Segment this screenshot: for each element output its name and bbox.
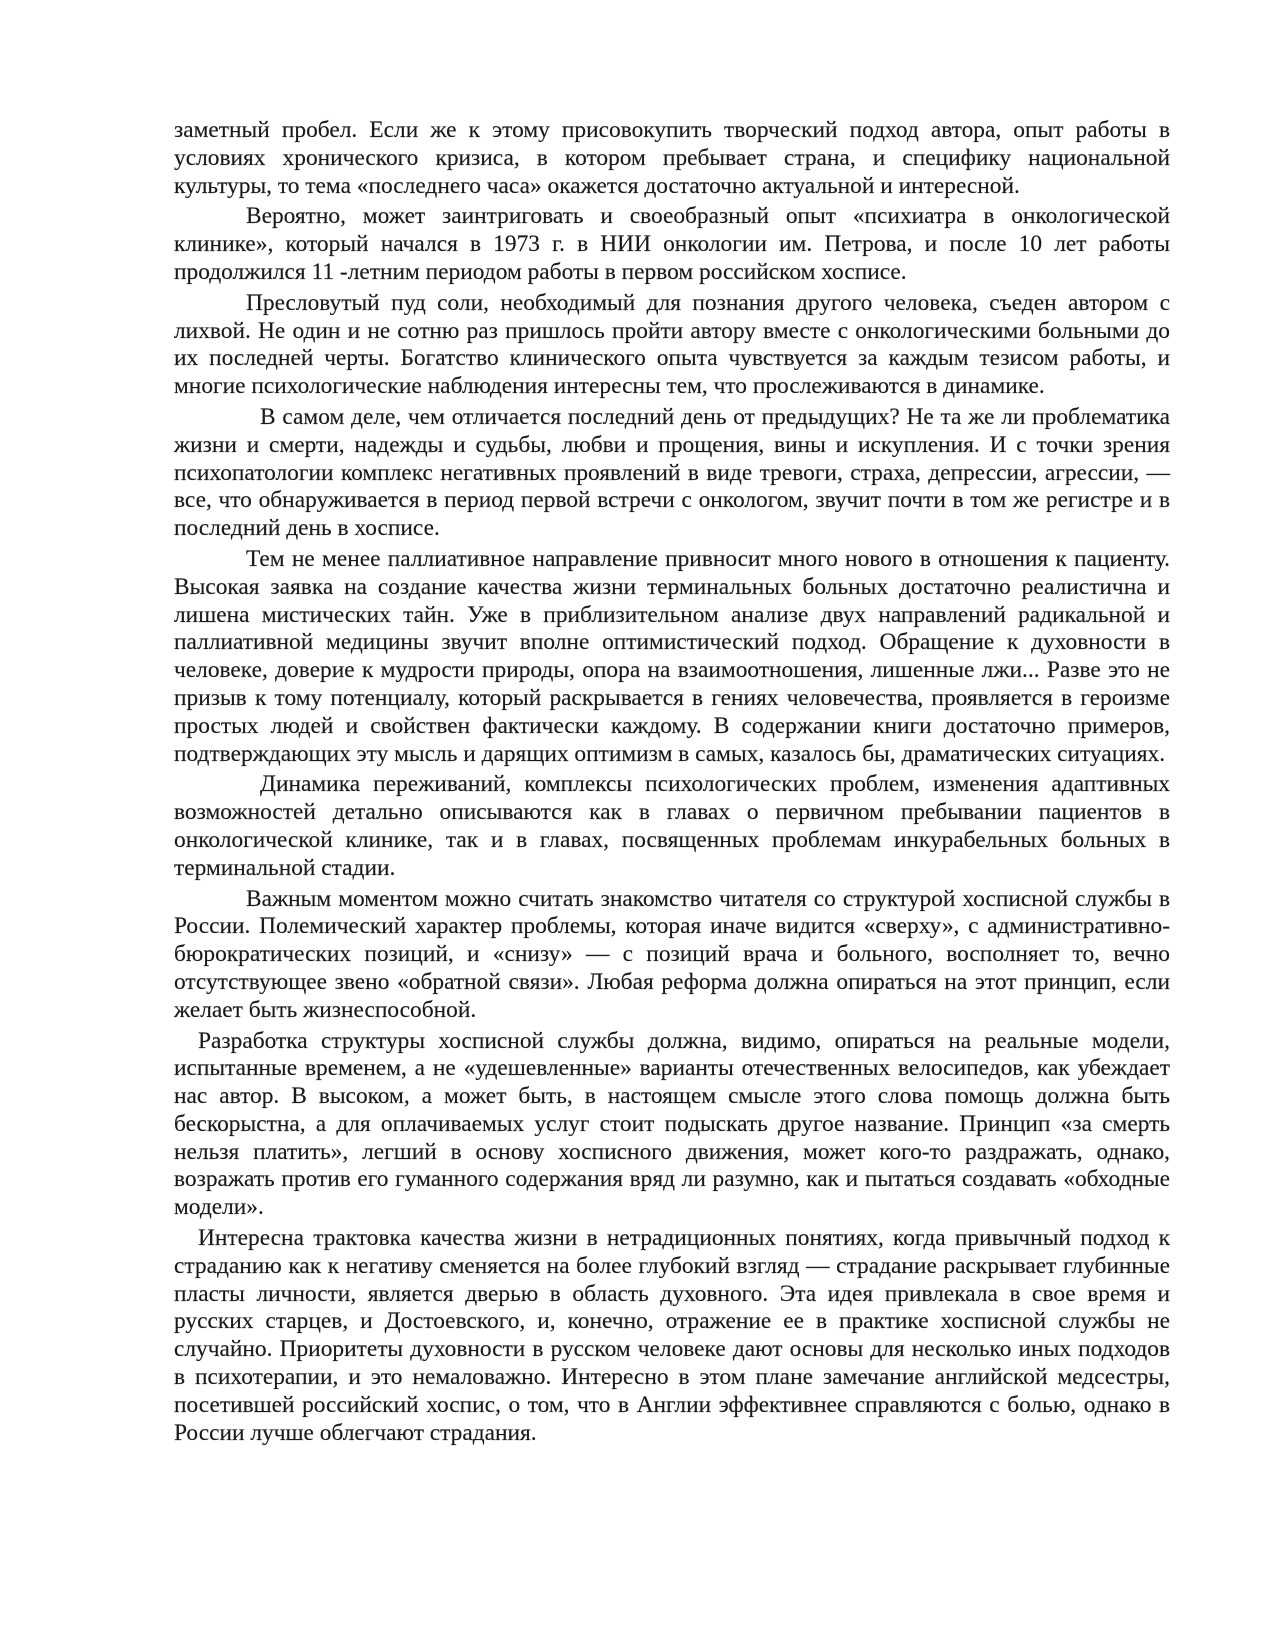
paragraph-8: Разработка структуры хосписной службы должна, видимо, опираться на реальные модели, испытанные временем, а не «удешевленные» варианты отечественных велосипедов, как убеждает нас автор. В высоком, а может быть, в настоящем смысле этого слова помощь должна быть бескорыстна, а для оплачиваемых услуг стоит подыскать другое название. Принцип «за смерть нельзя платить», легший в основу хосписного движения, может кого-то раздражать, однако, возражать против его гуманного содержания вряд ли разумно, как и пытаться создавать «обходные модели». (174, 1027, 1170, 1221)
paragraph-7: Важным моментом можно считать знакомство читателя со структурой хосписной службы в России. Полемический характер проблемы, которая иначе видится «сверху», с административно-бюрократических позиций, и «снизу» — с позиций врача и больного, восполняет то, вечно отсутствующее звено «обратной связи». Любая реформа должна опираться на этот принцип, если желает быть жизнеспособной. (174, 885, 1170, 1023)
paragraph-2: Вероятно, может заинтриговать и своеобразный опыт «психиатра в онкологической клинике», который начался в 1973 г. в НИИ онкологии им. Петрова, и после 10 лет работы продолжился 11 -летним периодом работы в первом российском хосписе. (174, 203, 1170, 285)
paragraph-1: заметный пробел. Если же к этому присовокупить творческий подход автора, опыт работы в условиях хронического кризиса, в котором пребывает страна, и специфику национальной культуры, то тема «последнего часа» окажется достаточно актуальной и интересной. (174, 117, 1170, 199)
paragraph-5: Тем не менее паллиативное направление привносит много нового в отношения к пациенту. Высокая заявка на создание качества жизни терминальных больных достаточно реалистична и лишена мистических тайн. Уже в приблизительном анализе двух направлений радикальной и паллиативной медицины звучит вполне оптимистический подход. Обращение к духовности в человеке, доверие к мудрости природы, опора на взаимоотношения, лишенные лжи... Разве это не призыв к тому потенциалу, который раскрывается в гениях человечества, проявляется в героизме простых людей и свойствен фактически каждому. В содержании книги достаточно примеров, подтверждающих эту мысль и дарящих оптимизм в самых, казалось бы, драматических ситуациях. (174, 545, 1170, 767)
paragraph-4: В самом деле, чем отличается последний день от предыдущих? Не та же ли проблематика жизни и смерти, надежды и судьбы, любви и прощения, вины и искупления. И с точки зрения психопатологии комплекс негативных проявлений в виде тревоги, страха, депрессии, агрессии, — все, что обнаруживается в период первой встречи с онкологом, звучит почти в том же регистре и в последний день в хосписе. (174, 403, 1170, 542)
paragraph-3: Пресловутый пуд соли, необходимый для познания другого человека, съеден автором с лихвой. Не один и не сотню раз пришлось пройти автору вместе с онкологическими больными до их последней черты. Богатство клинического опыта чувствуется за каждым тезисом работы, и многие психологические наблюдения интересны тем, что прослеживаются в динамике. (174, 289, 1170, 400)
body-text (174, 117, 1170, 1450)
paragraph-6: Динамика переживаний, комплексы психологических проблем, изменения адаптивных возможностей детально описываются как в главах о первичном пребывании пациентов в онкологической клинике, так и в главах, посвященных проблемам инкурабельных больных в терминальной стадии. (174, 771, 1170, 881)
paragraph-9: Интересна трактовка качества жизни в нетрадиционных понятиях, когда привычный подход к страданию как к негативу сменяется на более глубокий взгляд — страдание раскрывает глубинные пласты личности, является дверью в область духовного. Эта идея привлекала в свое время и русских старцев, и Достоевского, и, конечно, отражение ее в практике хосписной службы не случайно. Приоритеты духовности в русском человеке дают основы для несколько иных подходов в психотерапии, и это немаловажно. Интересно в этом плане замечание английской медсестры, посетившей российский хоспис, о том, что в Англии эффективнее справляются с болью, однако в России лучше облегчают страдания. (174, 1225, 1170, 1446)
